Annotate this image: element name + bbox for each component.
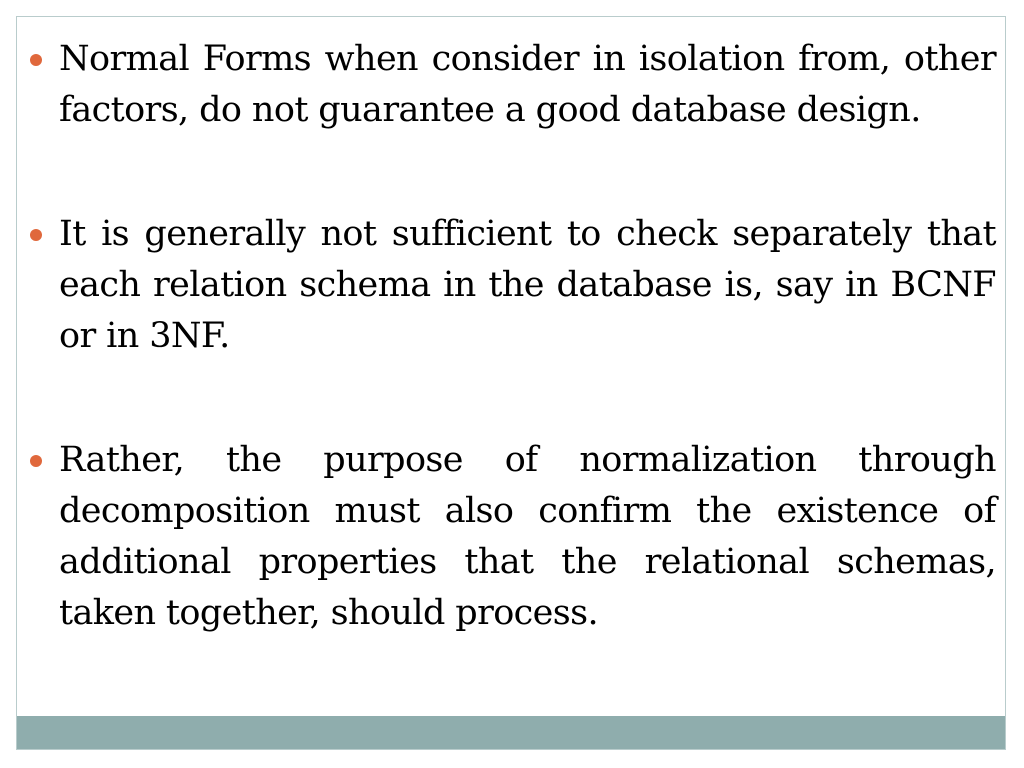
bullet-dot-icon	[30, 455, 42, 467]
bullet-dot-icon	[30, 229, 42, 241]
bullet-dot-icon	[30, 54, 42, 66]
footer-bar	[17, 716, 1005, 749]
slide-content	[30, 34, 996, 639]
bullet-item-normalization-purpose	[30, 435, 996, 639]
bullet-list	[30, 34, 996, 639]
bullet-item-normal-forms	[30, 34, 996, 136]
bullet-text: Normal Forms when consider in isolation from, other factors, do not guarantee a good database design.	[59, 39, 996, 130]
bullet-item-check-separately	[30, 209, 996, 362]
bullet-text: It is generally not sufficient to check separately that each relation schema in the database is, say in BCNF or in 3NF.	[59, 214, 996, 356]
bullet-text: Rather, the purpose of normalization through decomposition must also confirm the existence of additional properties that the relational schemas, taken together, should process.	[59, 440, 996, 633]
